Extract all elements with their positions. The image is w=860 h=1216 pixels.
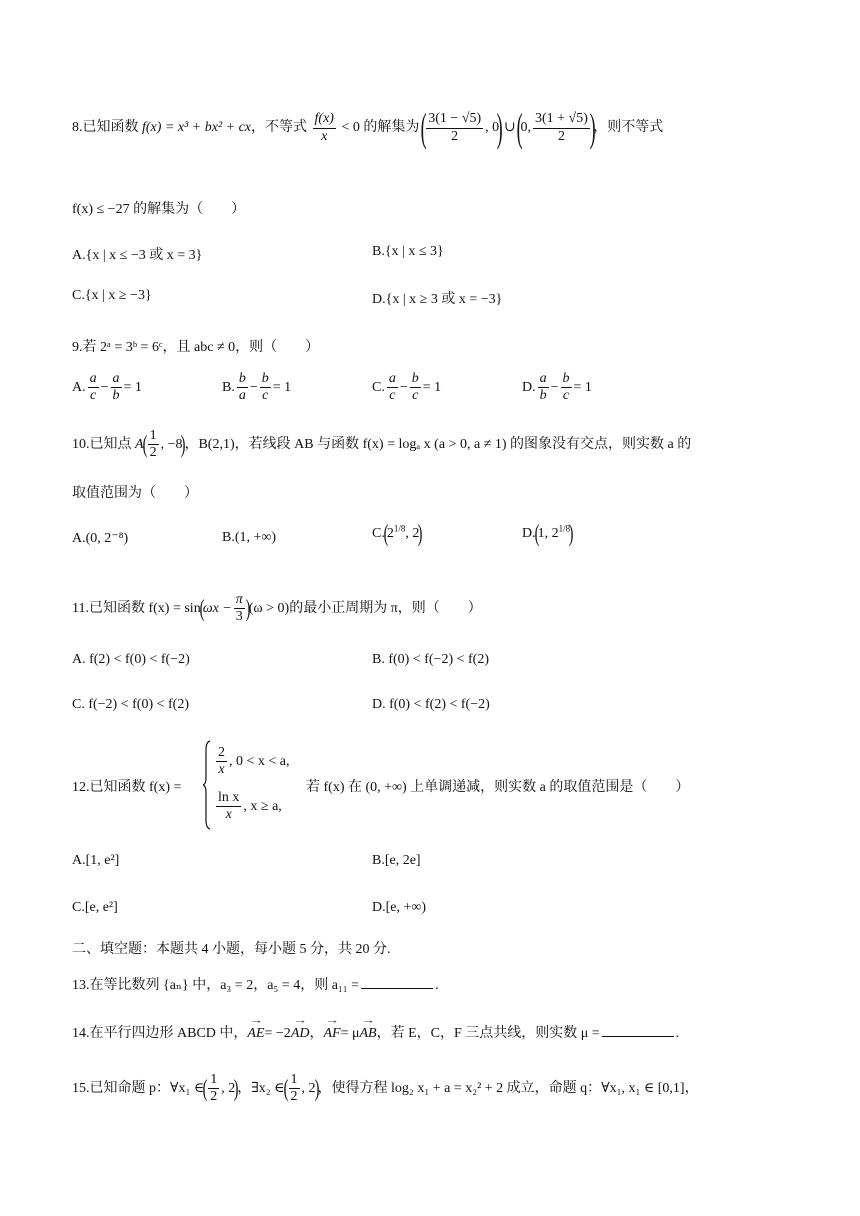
q8-option-c: C.{x | x ≥ −3} [72,288,152,303]
q8-line2: f(x) ≤ −27 的解集为（ ） [72,202,246,217]
q12-stem: 12.已知函数 f(x) = [72,780,182,795]
q12-case2: $\frac{\text{ln x}}{x}$ , x ≥ a, [218,790,282,823]
q10-option-a: A.(0, 2⁻⁸) [72,531,129,546]
q13-answer-blank[interactable] [361,974,433,989]
q9-option-a: A. $\frac{a}{c}$ − $\frac{a}{b}$ = 1 [72,371,142,404]
q14-answer-blank[interactable] [602,1022,674,1037]
q11-line1: 11.已知函数 f(x) = sin(ωx − $\frac{\pi}{3}$ )(ω > 0)的最小正周期为 π，则（ ） [72,592,482,625]
q15-line: 15.已知命题 p：∀x₁ ∈( $\frac{1}{2}$ , 2)，∃x₂ ∈( $\frac{1}{2}$ , 2)，使得方程 log₂ x₁ + a = x₂² + 2 成立，命题 q：∀x₁, x₁ ∈ [0,1]， [72,1072,699,1105]
q9-option-d: D. $\frac{a}{b}$ − $\frac{b}{c}$ = 1 [522,371,592,404]
q11-option-d: D. f(0) < f(2) < f(−2) [372,697,490,712]
q8-function: f(x) = x³ + bx² + cx [142,120,252,136]
q8-option-a: A.{x | x ≤ −3 或 x = 3} [72,248,203,263]
q8-fraction: $\frac{f(x)}{x}$ [314,111,334,144]
q8-interval1: $\frac{3(1 - √5)}{2}$ [428,111,482,144]
q12-stem-b: 若 f(x) 在 (0, +∞) 上单调递减，则实数 a 的取值范围是（ ） [306,780,690,795]
q11-option-b: B. f(0) < f(−2) < f(2) [372,652,489,667]
q8-line1: 8.已知函数 f(x) = x³ + bx² + cx，不等式 $\frac{f(x)}{x}$ < 0 的解集为 ( $\frac{3(1 - √5)}{2}$ , 0) ∪ (0, $\frac{3(1 + √5)}{2}$ )，则不等式 [72,105,664,150]
q12-case1: $\frac{2}{x}$ , 0 < x < a, [218,745,290,778]
q12-option-a: A.[1, e²] [72,853,120,868]
piecewise-brace [203,740,211,830]
q14-line: 14.在平行四边形 ABCD 中，→ AE= −2→ AD，→ AF= μ→ AB，若 E，C，F 三点共线，则实数 μ = . [72,1022,679,1042]
q10-option-d: D.(1, $2^{1/8}$) [522,521,574,547]
q9-option-c: C. $\frac{a}{c}$ − $\frac{b}{c}$ = 1 [372,371,442,404]
q10-option-c: $C.(2^{1/8}$, 2) [372,521,423,547]
q8-option-d: D.{x | x ≥ 3 或 x = −3} [372,292,503,307]
q8-interval2: $\frac{3(1 + √5)}{2}$ [535,111,588,144]
q8-stem: 8.已知函数 [72,120,139,136]
q8-option-b: B.{x | x ≤ 3} [372,244,444,259]
q8-stem-b: ，不等式 [251,120,308,136]
q9-option-b: B. $\frac{b}{a}$ − $\frac{b}{c}$ = 1 [222,371,292,404]
q11-option-a: A. f(2) < f(0) < f(−2) [72,652,190,667]
q11-option-c: C. f(−2) < f(0) < f(2) [72,697,189,712]
section-heading: 二、填空题：本题共 4 小题，每小题 5 分，共 20 分. [72,942,391,957]
q10-line2: 取值范围为（ ） [72,486,198,501]
q10-option-b: B.(1, +∞) [222,530,277,545]
q8-ineq: < 0 的解集为 [341,120,420,136]
union-symbol: ∪ [503,120,516,136]
q12-option-d: D.[e, +∞) [372,900,427,915]
q12-option-b: B.[e, 2e] [372,853,421,868]
q9-stem: 9.若 2ᵃ = 3ᵇ = 6ᶜ，且 abc ≠ 0，则（ ） [72,340,320,355]
q10-line1: 10.已知点 A( $\frac{1}{2}$ , −8)，B(2,1)，若线段 AB 与函数 f(x) = logₐ x (a > 0, a ≠ 1) 的图象没有交点，则实数 a 的 [72,428,692,461]
q13-line: 13.在等比数列 {aₙ} 中，a₃ = 2，a₅ = 4，则 a₁₁ = . [72,974,439,994]
q12-option-c: C.[e, e²] [72,900,118,915]
